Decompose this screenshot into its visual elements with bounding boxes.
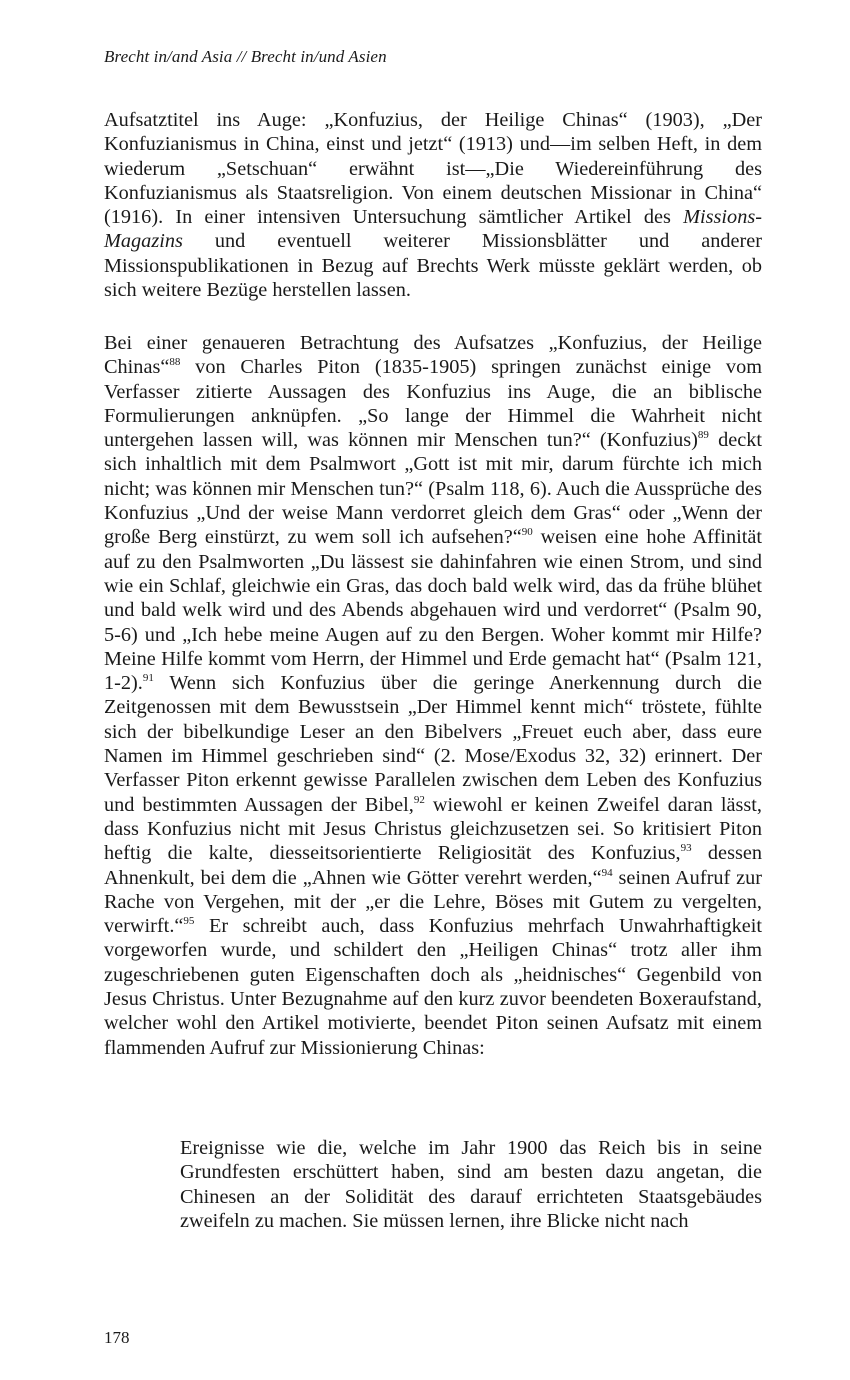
paragraph-2 bbox=[104, 331, 762, 1060]
paragraph-2-segment: von Charles Piton (1835-1905) springen zunächst einige vom Verfasser zitierte Aussagen des Konfuzius ins Auge, die an biblische Formulierungen anknüpfen. „So lange der Himmel die Wahrheit nicht untergehen lassen will, was können mir Menschen tun?“ (Konfuzius) bbox=[104, 356, 762, 452]
running-header: Brecht in/and Asia // Brecht in/und Asien bbox=[104, 47, 387, 66]
paragraph-2-segment: weisen eine hohe Affinität auf zu den Psalmworten „Du lässest sie dahinfahren wie einen Strom, und sind wie ein Schlaf, gleichwie ein Gras, das doch bald welk wird, das da frühe blühet und bald welk wird und des Abends abgehauen wird und verdorret“ (Psalm 90, 5-6) und „Ich hebe meine Augen auf zu den Bergen. Woher kommt mir Hilfe? Meine Hilfe kommt vom Herrn, der Himmel und Erde gemacht hat“ (Psalm 121, 1-2). bbox=[104, 526, 763, 695]
paragraph-2-segment: Bei einer genaueren Betrachtung des Aufsatzes „Konfuzius, der Heilige Chinas“ bbox=[104, 332, 762, 379]
paragraph-1-text-b: und eventuell weiterer Missionsblätter und anderer Missionspublikationen in Bezug auf Brechts Werk müsste geklärt werden, ob sich weitere Bezüge herstellen lassen. bbox=[104, 230, 762, 302]
footnote-ref-95[interactable]: 95 bbox=[183, 915, 195, 928]
paragraph-2-segment: dessen Ahnenkult, bei dem die „Ahnen wie Götter verehrt werden,“ bbox=[104, 842, 762, 889]
paragraph-2-segment: deckt sich inhaltlich mit dem Psalmwort „Gott ist mit mir, darum fürchte ich mich nicht; was können mir Menschen tun?“ (Psalm 118, 6). Auch die Aussprüche des Konfuzius „Und der weise Mann verdorret gleich dem Gras“ oder „Wenn der große Berg einstürzt, zu wem soll ich aufsehen?“ bbox=[104, 429, 762, 549]
paragraph-2-segment: wiewohl er keinen Zweifel daran lässt, dass Konfuzius nicht mit Jesus Christus gleichzusetzen sei. So kritisiert Piton heftig die kalte, diesseitsorientierte Religiosität des Konfuzius, bbox=[104, 793, 763, 865]
footnote-ref-91[interactable]: 91 bbox=[142, 672, 154, 685]
footnote-ref-92[interactable]: 92 bbox=[413, 793, 425, 806]
paragraph-1 bbox=[104, 108, 762, 302]
footnote-ref-90[interactable]: 90 bbox=[521, 526, 533, 539]
page-number: 178 bbox=[104, 1328, 130, 1347]
footnote-ref-94[interactable]: 94 bbox=[601, 866, 613, 879]
paragraph-2-segment: seinen Aufruf zur Rache von Vergehen, mit der „er die Lehre, Böses mit Gutem zu vergelten, verwirft.“ bbox=[104, 866, 763, 938]
footnote-ref-89[interactable]: 89 bbox=[697, 429, 709, 442]
footnote-ref-93[interactable]: 93 bbox=[680, 842, 692, 855]
paragraph-2-segment: Er schreibt auch, dass Konfuzius mehrfach Unwahrhaftigkeit vorgeworfen wurde, und schildert den „Heiligen Chinas“ trotz aller ihm zugeschriebenen guten Eigenschaften doch als „heidnisches“ Gegenbild von Jesus Christus. Unter Bezugnahme auf den kurz zuvor beendeten Boxeraufstand, welcher wohl den Artikel motivierte, beendet Piton seinen Aufsatz mit einem flammenden Aufruf zur Missionierung Chinas: bbox=[104, 915, 762, 1059]
footnote-ref-88[interactable]: 88 bbox=[169, 356, 181, 369]
block-quote: Ereignisse wie die, welche im Jahr 1900 das Reich bis in seine Grundfesten erschüttert haben, sind am besten dazu angetan, die Chinesen an der Solidität des darauf errichteten Staatsgebäudes zweifeln zu machen. Sie müssen lernen, ihre Blicke nicht nach bbox=[180, 1137, 762, 1232]
paragraph-1-text-a: Aufsatztitel ins Auge: „Konfuzius, der Heilige Chinas“ (1903), „Der Konfuzianismus in China, einst und jetzt“ (1913) und—im selben Heft, in dem wiederum „Setschuan“ erwähnt ist—„Die Wiedereinführung des Konfuzianismus als Staatsreligion. Von einem deutschen Missionar in China“ (1916). In einer intensiven Untersuchung sämtlicher Artikel des bbox=[104, 109, 762, 229]
paragraph-2-segment: Wenn sich Konfuzius über die geringe Anerkennung durch die Zeitgenossen mit dem Bewusstsein „Der Himmel kennt mich“ tröstete, fühlte sich der bibelkundige Leser an den Bibelvers „Freuet euch aber, dass eure Namen im Himmel geschrieben sind“ (2. Mose/Exodus 32, 32) erinnert. Der Verfasser Piton erkennt gewisse Parallelen zwischen dem Leben des Konfuzius und bestimmten Aussagen der Bibel, bbox=[104, 672, 762, 816]
journal-title-italic: Missions-Magazins bbox=[104, 206, 762, 253]
